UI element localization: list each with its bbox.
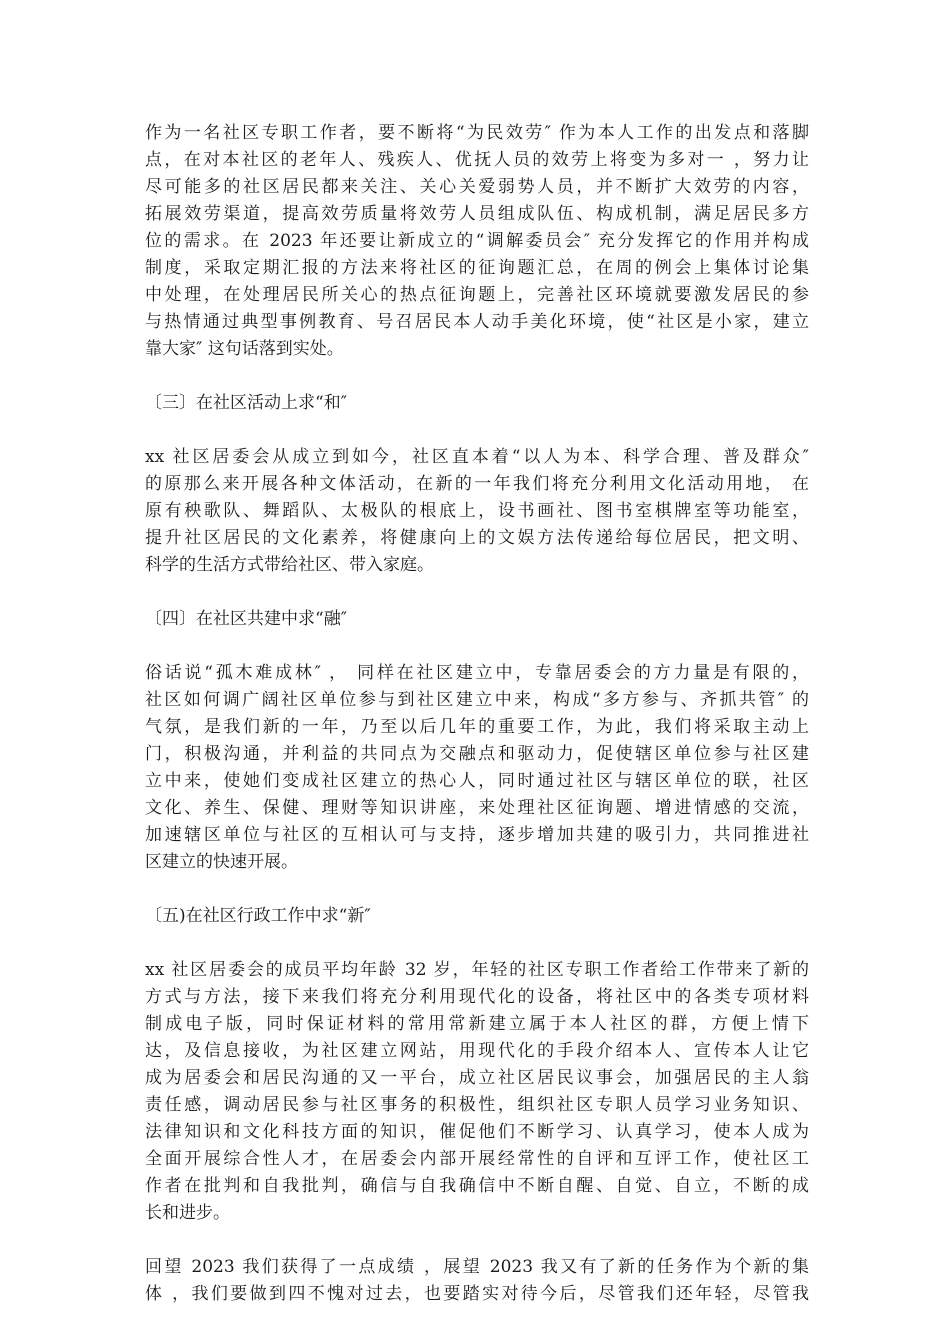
text-line: 的原那么来开展各种文体活动，在新的一年我们将充分利用文化活动用地， 在 [145,474,809,494]
text-line: 原有秧歌队、舞蹈队、太极队的根底上，设书画社、图书室棋牌室等功能室， [145,501,809,521]
text-line: 成为居委会和居民沟通的又一平台，成立社区居民议事会，加强居民的主人翁 [145,1068,809,1088]
text-line: 社区如何调广阔社区单位参与到社区建立中来，构成“多方参与、齐抓共管″ 的 [145,690,809,710]
text-line: 中处理，在处理居民所关心的热点征询题上，完善社区环境就要激发居民的参 [145,285,809,305]
text-line: 提升社区居民的文化素养，将健康向上的文娱方法传递给每位居民，把文明、 [145,528,809,548]
paragraph-service [145,120,809,363]
text-line: 立中来，使她们变成社区建立的热心人，同时通过社区与辖区单位的联，社区 [145,771,809,791]
paragraph-co-construction [145,660,809,876]
text-line: 责任感，调动居民参与社区事务的积极性，组织社区专职人员学习业务知识、 [145,1095,809,1115]
text-line: 尽可能多的社区居民都来关注、关心关爱弱势人员，并不断扩大效劳的内容， [145,177,809,197]
paragraph-activities [145,444,809,579]
text-line: 长和进步。 [145,1203,230,1223]
text-line: 制度，采取定期汇报的方法来将社区的征询题汇总，在周的例会上集体讨论集 [145,258,809,278]
section-heading-five: 〔五)在社区行政工作中求“新″ [145,906,371,926]
text-line: 加速辖区单位与社区的互相认可与支持，逐步增加共建的吸引力，共同推进社 [145,825,809,845]
text-line: 回望 2023 我们获得了一点成绩 ，展望 2023 我又有了新的任务作为个新的集 [145,1257,809,1277]
text-line: 点，在对本社区的老年人、残疾人、优抚人员的效劳上将变为多对一 ，努力让 [145,150,809,170]
text-line: 全面开展综合性人才，在居委会内部开展经常性的自评和互评工作，使社区工 [145,1149,809,1169]
text-line: 门，积极沟通，并利益的共同点为交融点和驱动力，促使辖区单位参与社区建 [145,744,809,764]
text-line: 作为一名社区专职工作者，要不断将“为民效劳″ 作为本人工作的出发点和落脚 [145,123,809,143]
text-line: 作者在批判和自我批判，确信与自我确信中不断自醒、自觉、自立，不断的成 [145,1176,809,1196]
text-line: 体 ，我们要做到四不愧对过去，也要踏实对待今后，尽管我们还年轻，尽管我 [145,1284,809,1304]
text-line: xx 社区居委会从成立到如今，社区直本着“以人为本、科学合理、普及群众″ [145,447,809,467]
text-line: 靠大家″ 这句话落到实处。 [145,339,344,359]
section-heading-four: 〔四〕在社区共建中求“融″ [145,609,348,629]
text-line: 气氛，是我们新的一年，乃至以后几年的重要工作，为此，我们将采取主动上 [145,717,809,737]
text-line: 拓展效劳渠道，提高效劳质量将效劳人员组成队伍、构成机制，满足居民多方 [145,204,809,224]
text-line: xx 社区居委会的成员平均年龄 32 岁，年轻的社区专职工作者给工作带来了新的 [145,960,809,980]
text-line: 文化、养生、保健、理财等知识讲座，来处理社区征询题、增进情感的交流， [145,798,809,818]
paragraph-outlook [145,1254,809,1308]
text-line: 制成电子版，同时保证材料的常用常新建立属于本人社区的群，方便上情下 [145,1014,809,1034]
section-heading-three: 〔三〕在社区活动上求“和″ [145,393,348,413]
text-line: 位的需求。在 2023 年还要让新成立的“调解委员会″ 充分发挥它的作用并构成 [145,231,809,251]
document-body [145,120,809,1335]
text-line: 科学的生活方式带给社区、带入家庭。 [145,555,434,575]
text-line: 方式与方法，接下来我们将充分利用现代化的设备，将社区中的各类专项材料 [145,987,809,1007]
paragraph-administration [145,957,809,1227]
text-line: 达，及信息接收，为社区建立网站，用现代化的手段介绍本人、宣传本人让它 [145,1041,809,1061]
text-line: 区建立的快速开展。 [145,852,298,872]
text-line: 俗话说“孤木难成林″ ， 同样在社区建立中，专靠居委会的方力量是有限的， [145,663,809,683]
text-line: 与热情通过典型事例教育、号召居民本人动手美化环境，使“社区是小家，建立 [145,312,809,332]
text-line: 法律知识和文化科技方面的知识，催促他们不断学习、认真学习，使本人成为 [145,1122,809,1142]
